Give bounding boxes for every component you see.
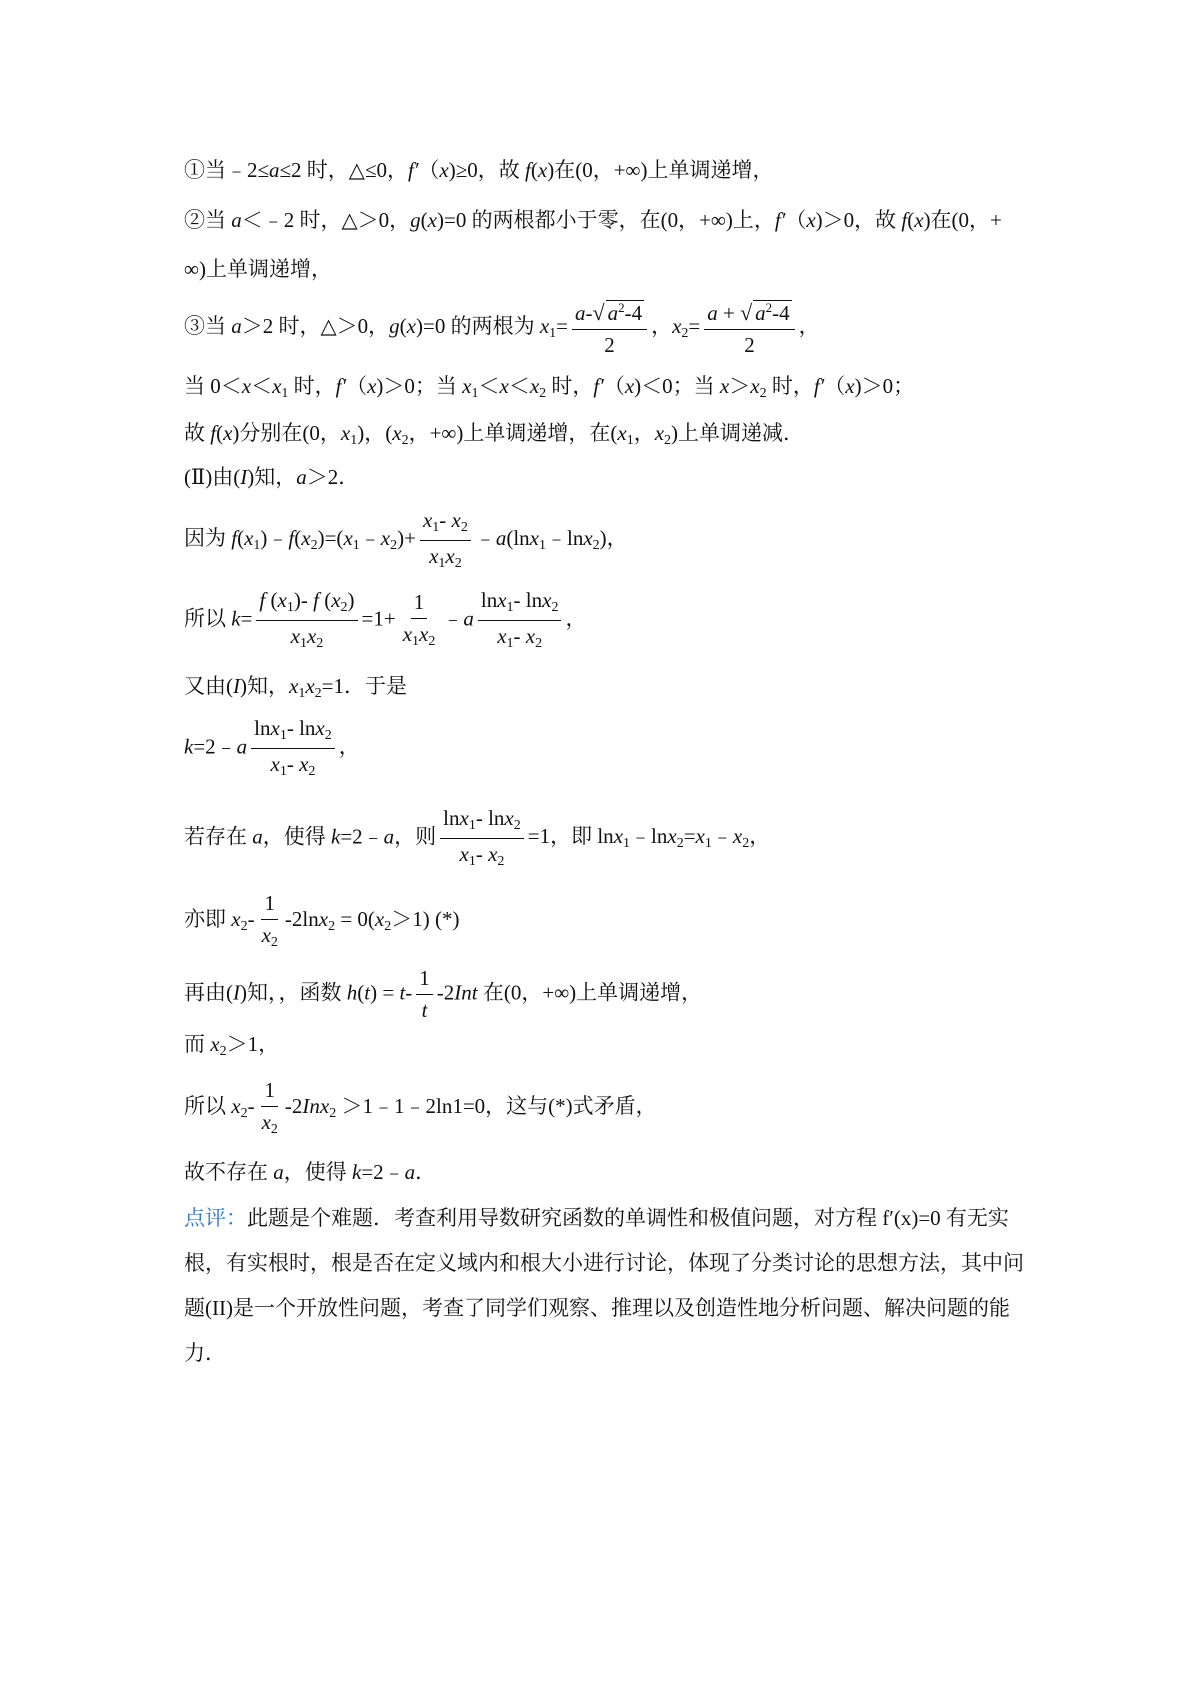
x2-condition-line: 而 $x_2>1$， xyxy=(184,1032,280,1059)
comment-text-1: 此题是个难题．考查利用导数研究函数的单调性和极值问题，对方程 f′(x)=0 有无实 xyxy=(247,1206,1009,1230)
case-3-line: ③当 a＞2 时，△＞0，g(x)=0 的两根为 $x_1=$ $\frac{a-√ a^2-4}{2}$ ，$x_2=$ $\frac{a + √ a^2-4}{2}$ ， xyxy=(184,300,820,357)
root-2-fraction: $\frac{a + √ a^2-4}{2}$ xyxy=(704,300,794,356)
slope-line: 所以 k= $\frac{f (x_1)- f (x_2)}{x_1x_2}$ =1+ $\frac{1}{x_1x_2}$ ﹣a $\frac{\ln x_1- \ln x_2}{x_1- x_2}$ ， xyxy=(184,588,587,651)
case-2-line xyxy=(184,210,1002,231)
difference-line: 因为 $f(x_1)﹣f(x_2)=(x_1﹣x_2)+$ $\frac{x_1- x_2}{x_1x_2}$ ﹣a(lnx$_1$﹣lnx$_2$)， xyxy=(184,508,628,571)
equivalent-fraction: $\frac{1}{x_2}$ xyxy=(261,891,278,950)
comment-text-3: 题(II)是一个开放性问题，考查了同学们观察、推理以及创造性地分析问题、解决问题的能 xyxy=(184,1296,1010,1320)
sign-analysis-text: 当 $0<x<x_1$ 时，f′（x)＞0；当 $x_1<x<x_2$ 时，f′（x)＜0；当 $x>x_2$ 时，f′（x)＞0； xyxy=(184,374,915,401)
part-2-heading xyxy=(184,467,359,488)
slope-fraction-1: $\frac{f (x_1)- f (x_2)}{x_1x_2}$ xyxy=(256,590,357,651)
comment-line-2 xyxy=(184,1253,1024,1274)
case-2-continued-line xyxy=(184,259,332,280)
comment-label: 点评： xyxy=(184,1206,247,1230)
comment-line-3 xyxy=(184,1298,1010,1319)
k-expression-line: k=2﹣a $\frac{\ln x_1- \ln x_2}{x_1- x_2}$ ， xyxy=(184,716,360,779)
contradiction-fraction: $\frac{1}{x_2}$ xyxy=(261,1078,278,1137)
case-1-line xyxy=(184,160,774,181)
comment-text-2: 根，有实根时，根是否在定义域内和根大小进行讨论，体现了分类讨论的思想方法，其中问 xyxy=(184,1251,1024,1275)
product-line: 又由(I)知，$x_1x_2=1$．于是 xyxy=(184,674,407,701)
h-fraction: $\frac{1}{t}$ xyxy=(416,968,433,1021)
slope-fraction-3: $\frac{\ln x_1- \ln x_2}{x_1- x_2}$ xyxy=(478,590,562,651)
h-function-line: 再由(I)知，，函数 h(t) = t- $\frac{1}{t}$ -2Int 在(0，+∞)上单调递增， xyxy=(184,966,703,1022)
part-2-text: (Ⅱ)由(I)知，a＞2． xyxy=(184,465,360,489)
contradiction-line: 所以 $x_2-$ $\frac{1}{x_2}$ -2Inx$_2$ ＞1﹣1﹣2ln1=0，这与(*)式矛盾， xyxy=(184,1078,657,1137)
sign-analysis-line xyxy=(184,376,914,401)
case-2-continued-text: ∞)上单调递增， xyxy=(184,257,332,281)
comment-line-4 xyxy=(184,1343,226,1364)
conclusion-line: 故不存在 a，使得 k=2﹣a． xyxy=(184,1160,437,1184)
comment-text-4: 力． xyxy=(184,1341,226,1365)
root-1-fraction: $\frac{a-√ a^2-4}{2}$ xyxy=(572,300,647,356)
slope-fraction-2: $\frac{1}{x_1x_2}$ xyxy=(402,590,436,649)
monotonic-summary-line xyxy=(184,423,804,448)
assumption-fraction: $\frac{\ln x_1- \ln x_2}{x_1- x_2}$ xyxy=(440,808,524,869)
monotonic-summary-text: 故 f(x)分别在(0，$x_1$)，($x_2$，+∞)上单调递增，在($x_1$，$x_2$)上单调递减． xyxy=(184,421,805,448)
equivalent-line: 亦即 $x_2-$ $\frac{1}{x_2}$ $-2\ln x_2 = 0(x_2>1)$ (*) xyxy=(184,891,460,950)
difference-fraction: $\frac{x_1- x_2}{x_1x_2}$ xyxy=(420,510,471,571)
k-fraction: $\frac{\ln x_1- \ln x_2}{x_1- x_2}$ xyxy=(251,718,335,779)
case-2-text: ②当 a＜﹣2 时，△＞0，g(x)=0 的两根都小于零，在(0，+∞)上，f′（x)＞0，故 f(x)在(0，+ xyxy=(184,208,1002,232)
case-1-text: ①当﹣2≤a≤2 时，△≤0，f′（x)≥0，故 f(x)在(0，+∞)上单调递增， xyxy=(184,158,774,182)
assumption-line: 若存在 a，使得 k=2﹣a，则 $\frac{\ln x_1- \ln x_2}{x_1- x_2}$ =1，即 $\ln x_1﹣\ln x_2=x_1﹣x_2$， xyxy=(184,806,771,869)
comment-line-1 xyxy=(184,1208,1009,1229)
case-3-text: ③当 a＞2 时，△＞0，g(x)=0 的两根为 $x_1=$ xyxy=(184,313,568,341)
